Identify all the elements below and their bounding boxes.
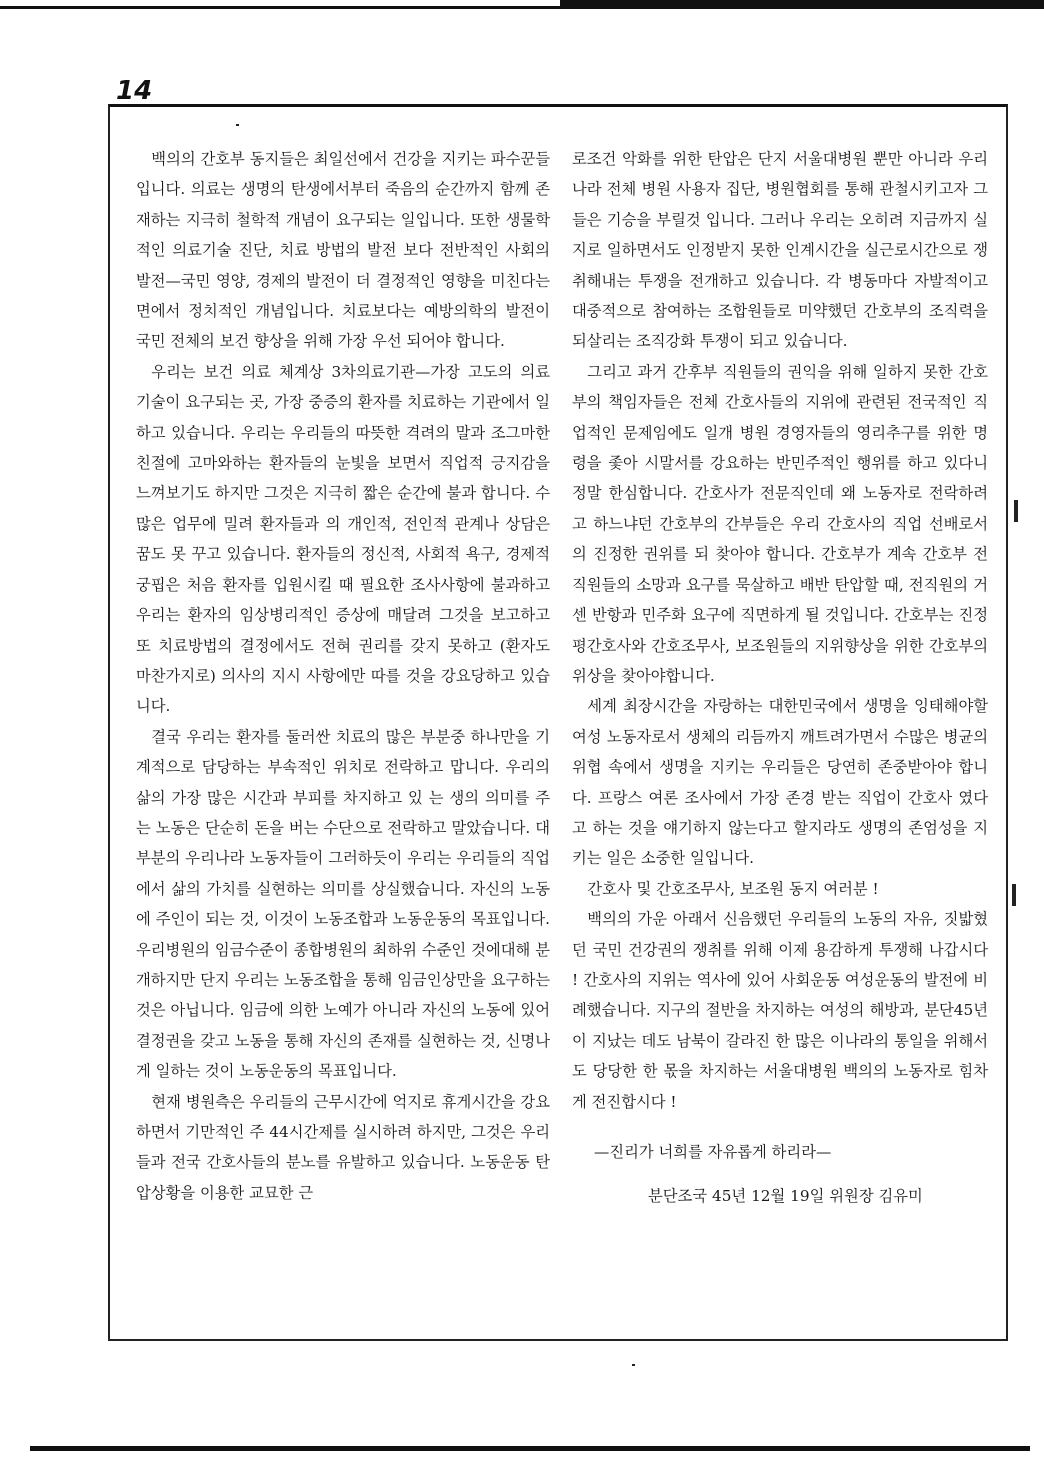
right-paragraph-2: 그리고 과거 간후부 직원들의 권익을 위해 일하지 못한 간호부의 책임자들은 전체 간호사들의 지위에 관련된 전국적인 직업적인 문제임에도 일개 병원 경영자들의 영리추구를 위한 명령을 좇아 시말서를 강요하는 반민주적인 행위를 하고 있다니 정말 한심합니다. 간호사가 전문직인데 왜 노동자로 전락하려고 하느냐던 간호부의 간부들은 우리 간호사의 직업 선배로서의 진정한 권위를 되 찾아야 합니다. 간호부가 계속 간호부 전직원들의 소망과 요구를 묵살하고 배반 탄압할 때, 전직원의 거센 반항과 민주화 요구에 직면하게 될 것입니다. 간호부는 진정 평간호사와 간호조무사, 보조원들의 지위향상을 위한 간호부의 위상을 찾아야합니다. bbox=[572, 362, 988, 685]
scan-speck-3 bbox=[1012, 884, 1016, 906]
scan-speck-4 bbox=[632, 1364, 635, 1366]
right-paragraph-5: 백의의 가운 아래서 신음했던 우리들의 노동의 자유, 짓밟혔던 국민 건강권의 쟁취를 위해 이제 용감하게 투쟁해 나갑시다 ! 간호사의 지위는 역사에 있어 사회운동 여성운동의 발전에 비례했습니다. 지구의 절반을 차지하는 여성의 해방과, 분단45년이 지났는 데도 남북이 갈라진 한 많은 이나라의 통일을 위해서도 당당한 한 몫을 차지하는 서울대병원 백의의 노동자로 힘차게 전진합시다 ! bbox=[572, 910, 988, 1111]
scan-speck-2 bbox=[1014, 500, 1018, 522]
left-paragraph-1: 백의의 간호부 동지들은 최일선에서 건강을 지키는 파수꾼들입니다. 의료는 생명의 탄생에서부터 죽음의 순간까지 함께 존재하는 지극히 철학적 개념이 요구되는 일입니다. 또한 생물학적인 의료기술 진단, 치료 방법의 발전 보다 전반적인 사회의 발전—국민 영양, 경제의 발전이 더 결정적인 영향을 미친다는 면에서 정치적인 개념입니다. 치료보다는 예방의학의 발전이 국민 전체의 보건 향상을 위해 가장 우선 되어야 합니다. bbox=[136, 150, 550, 351]
signature: 분단조국 45년 12월 19일 위원장 김유미 bbox=[648, 1187, 923, 1206]
top-rule bbox=[0, 0, 1044, 14]
right-paragraph-3: 세계 최장시간을 자랑하는 대한민국에서 생명을 잉태해야할 여성 노동자로서 생체의 리듬까지 깨트려가면서 수많은 병균의 위협 속에서 생명을 지키는 우리들은 당연히 존중받아야 합니다. 프랑스 여론 조사에서 가장 존경 받는 직업이 간호사 였다고 하는 것을 얘기하지 않는다고 할지라도 생명의 존엄성을 지키는 일은 소중한 일입니다. bbox=[572, 697, 988, 868]
scan-speck-1 bbox=[236, 124, 239, 126]
bottom-rule bbox=[30, 1446, 1030, 1451]
top-rule-thick bbox=[560, 0, 1044, 9]
left-paragraph-4: 현재 병원측은 우리들의 근무시간에 억지로 휴게시간을 강요하면서 기만적인 주 44시간제를 실시하려 하지만, 그것은 우리들과 전국 간호사들의 분노를 유발하고 있습니다. 노동운동 탄압상황을 이용한 교묘한 근 bbox=[136, 1092, 550, 1202]
right-column bbox=[572, 144, 988, 1212]
page-number: 14 bbox=[116, 76, 153, 106]
left-paragraph-2: 우리는 보건 의료 체계상 3차의료기관—가장 고도의 의료 기술이 요구되는 곳, 가장 중증의 환자를 치료하는 기관에서 일하고 있습니다. 우리는 우리들의 따뜻한 격려의 말과 조그마한 친절에 고마와하는 환자들의 눈빛을 보면서 직업적 긍지감을 느껴보기도 하지만 그것은 지극히 짧은 순간에 불과 합니다. 수많은 업무에 밀려 환자들과 의 개인적, 전인적 관계나 상담은 꿈도 못 꾸고 있습니다. 환자들의 정신적, 사회적 욕구, 경제적 궁핍은 처음 환자를 입원시킬 때 필요한 조사사항에 불과하고 우리는 환자의 임상병리적인 증상에 매달려 그것을 보고하고 또 치료방법의 결정에서도 전혀 권리를 갖지 못하고 (환자도 마찬가지로) 의사의 지시 사항에만 따를 것을 강요당하고 있습니다. bbox=[136, 362, 550, 716]
motto: —진리가 너희를 자유롭게 하리라— bbox=[594, 1143, 832, 1161]
right-paragraph-4: 간호사 및 간호조무사, 보조원 동지 여러분 ! bbox=[587, 879, 879, 898]
left-column bbox=[136, 144, 550, 1208]
left-paragraph-3: 결국 우리는 환자를 둘러싼 치료의 많은 부분중 하나만을 기계적으로 담당하는 부속적인 위치로 전락하고 맙니다. 우리의 삶의 가장 많은 시간과 부피를 차지하고 있 는 생의 의미를 주는 노동은 단순히 돈을 버는 수단으로 전락하고 말았습니다. 대부분의 우리나라 노동자들이 그러하듯이 우리는 우리들의 직업에서 삶의 가치를 실현하는 의미를 상실했습니다. 자신의 노동에 주인이 되는 것, 이것이 노동조합과 노동운동의 목표입니다. 우리병원의 임금수준이 종합병원의 최하위 수준인 것에대해 분개하지만 단지 우리는 노동조합을 통해 임금인상만을 요구하는 것은 아닙니다. 임금에 의한 노예가 아니라 자신의 노동에 있어 결정권을 갖고 노동을 통해 자신의 존재를 실현하는 것, 신명나게 일하는 것이 노동운동의 목표입니다. bbox=[136, 727, 550, 1081]
right-paragraph-1: 로조건 악화를 위한 탄압은 단지 서울대병원 뿐만 아니라 우리나라 전체 병원 사용자 집단, 병원협회를 통해 관철시키고자 그들은 기승을 부릴것 입니다. 그러나 우리는 오히려 지금까지 실지로 일하면서도 인정받지 못한 인계시간을 실근로시간으로 쟁취해내는 투쟁을 전개하고 있습니다. 각 병동마다 자발적이고 대중적으로 참여하는 조합원들로 미약했던 간호부의 조직력을 되살리는 조직강화 투쟁이 되고 있습니다. bbox=[572, 150, 988, 351]
